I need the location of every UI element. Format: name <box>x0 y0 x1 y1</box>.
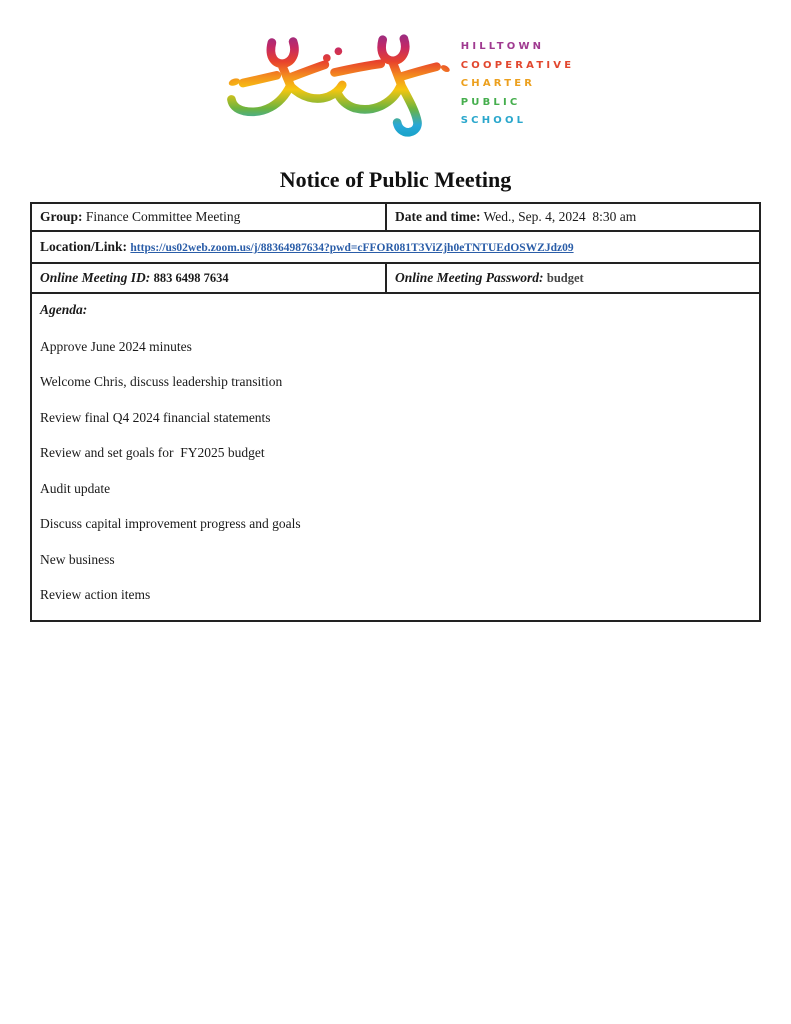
agenda-item: Review action items <box>40 587 151 602</box>
location-label: Location/Link: <box>40 239 128 254</box>
school-name-line: SCHOOL <box>460 115 527 126</box>
agenda-cell <box>32 294 309 620</box>
group-label: Group: <box>40 209 83 224</box>
meeting-id-label: Online Meeting ID: <box>40 270 151 285</box>
dancing-figures-icon <box>217 30 453 138</box>
table-row-id-password <box>32 264 759 294</box>
zoom-meeting-link[interactable]: https://us02web.zoom.us/j/88364987634?pwd=cFFOR081T3ViZjh0eTNTUEdOSWZJdz09 <box>130 242 574 254</box>
agenda-item: Discuss capital improvement progress and goals <box>40 516 301 531</box>
datetime-value: Wed., Sep. 4, 2024 8:30 am <box>483 209 637 224</box>
table-row-agenda <box>32 294 759 620</box>
password-cell <box>387 264 759 292</box>
agenda-list <box>40 339 301 603</box>
agenda-item: Approve June 2024 minutes <box>40 338 192 354</box>
meeting-id-cell <box>32 264 387 292</box>
meeting-id-value: 883 6498 7634 <box>153 271 229 285</box>
agenda-label: Agenda: <box>40 302 88 317</box>
agenda-item: Welcome Chris, discuss leadership transition <box>40 374 283 389</box>
agenda-item: Audit update <box>40 480 111 496</box>
page-title: Notice of Public Meeting <box>279 167 512 192</box>
table-row-location <box>32 232 759 264</box>
agenda-item: New business <box>40 551 115 567</box>
meeting-table <box>30 202 761 622</box>
password-label: Online Meeting Password: <box>395 270 544 285</box>
school-logo <box>0 28 791 138</box>
datetime-cell <box>387 204 759 230</box>
school-name-line: PUBLIC <box>460 96 521 108</box>
group-value: Finance Committee Meeting <box>85 209 241 224</box>
agenda-item: Review and set goals for FY2025 budget <box>40 445 265 460</box>
datetime-label: Date and time: <box>395 209 481 224</box>
table-row-group-datetime <box>32 204 759 232</box>
password-value: budget <box>546 271 584 285</box>
location-cell <box>32 232 582 262</box>
agenda-item: Review final Q4 2024 financial statements <box>40 409 271 425</box>
school-name-line: CHARTER <box>460 78 536 89</box>
school-name-line: COOPERATIVE <box>460 59 575 71</box>
school-name-line: HILLTOWN <box>460 41 545 52</box>
group-cell <box>32 204 387 230</box>
school-name <box>461 38 574 131</box>
